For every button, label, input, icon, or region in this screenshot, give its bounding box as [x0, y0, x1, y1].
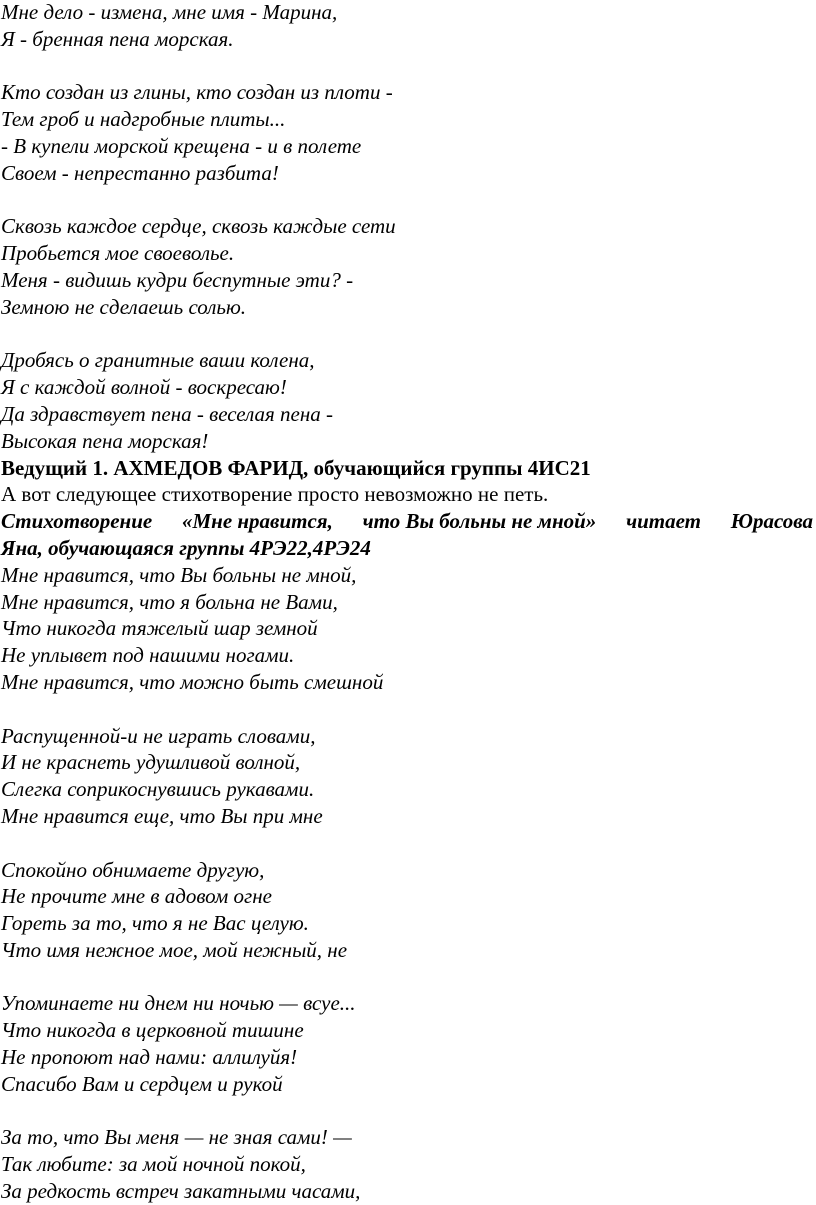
poem-line: Я - бренная пена морская. — [1, 26, 234, 51]
poem-line: Тем гроб и надгробные плиты... — [1, 107, 286, 132]
poem-line: Пробьется мое своеволье. — [1, 241, 235, 266]
poem-line: Мне дело - измена, мне имя - Марина, — [1, 0, 338, 24]
stanza-gap — [1, 1098, 813, 1125]
stanza-gap — [1, 187, 813, 214]
poem-line: Спасибо Вам и сердцем и рукой — [1, 1071, 283, 1096]
poem-line: Что имя нежное мое, мой нежный, не — [1, 937, 348, 962]
poem-line: За редкость встреч закатными часами, — [1, 1179, 361, 1204]
poem-line: Мне нравится, что можно быть смешной — [1, 669, 384, 694]
poem-line: Спокойно обнимаете другую, — [1, 857, 265, 882]
poem-line: Что никогда тяжелый шар земной — [1, 616, 318, 641]
performer-group-line: Яна, обучающаяся группы 4РЭ22,4РЭ24 — [1, 535, 371, 560]
poem-line: Не прочите мне в адовом огне — [1, 884, 272, 909]
poem-line: Меня - видишь кудри беспутные эти? - — [1, 267, 354, 292]
poem-line: Мне нравится, что Вы больны не мной, — [1, 562, 357, 587]
credit-title-part: «Мне нравится, — [182, 509, 333, 534]
performance-credit — [1, 508, 813, 535]
poem-line: Распущенной-и не играть словами, — [1, 723, 316, 748]
poem-line: Дробясь о гранитные ваши колена, — [1, 348, 315, 373]
poem-line: Не пропоют над нами: аллилуйя! — [1, 1045, 298, 1070]
stanza-gap — [1, 53, 813, 80]
poem-line: Гореть за то, что я не Вас целую. — [1, 911, 309, 936]
poem-2 — [1, 562, 813, 1205]
poem-line: Да здравствует пена - веселая пена - — [1, 401, 334, 426]
poem-line: Упоминаете ни днем ни ночью — всуе... — [1, 991, 356, 1016]
poem-line: Что никогда в церковной тишине — [1, 1018, 304, 1043]
poem-line: Не уплывет под нашими ногами. — [1, 643, 295, 668]
poem-line: За то, что Вы меня — не зная сами! — — [1, 1125, 352, 1150]
document-page — [1, 0, 813, 1205]
poem-line: Сквозь каждое сердце, сквозь каждые сети — [1, 214, 396, 239]
credit-performer: Юрасова — [730, 509, 813, 534]
poem-line: Земною не сделаешь солью. — [1, 294, 246, 319]
host-intro-line: А вот следующее стихотворение просто невозможно не петь. — [1, 482, 549, 507]
credit-word: Стихотворение — [1, 509, 153, 534]
poem-line: Так любите: за мой ночной покой, — [1, 1152, 306, 1177]
poem-1 — [1, 0, 813, 455]
poem-line: И не краснеть удушливой волной, — [1, 750, 301, 775]
stanza-gap — [1, 830, 813, 857]
stanza-gap — [1, 321, 813, 348]
poem-line: Своем - непрестанно разбита! — [1, 160, 279, 185]
credit-title-part: что Вы больны не мной» — [362, 509, 597, 534]
poem-line: Мне нравится, что я больна не Вами, — [1, 589, 338, 614]
host-speaker-line: Ведущий 1. АХМЕДОВ ФАРИД, обучающийся группы 4ИС21 — [1, 455, 591, 480]
poem-line: Слегка соприкоснувшись рукавами. — [1, 777, 315, 802]
poem-line: Кто создан из глины, кто создан из плоти - — [1, 80, 393, 105]
poem-line: Мне нравится еще, что Вы при мне — [1, 803, 323, 828]
credit-word: читает — [626, 509, 701, 534]
poem-line: - В купели морской крещена - и в полете — [1, 133, 362, 158]
poem-line: Высокая пена морская! — [1, 428, 209, 453]
poem-line: Я с каждой волной - воскресаю! — [1, 375, 287, 400]
stanza-gap — [1, 964, 813, 991]
stanza-gap — [1, 696, 813, 723]
